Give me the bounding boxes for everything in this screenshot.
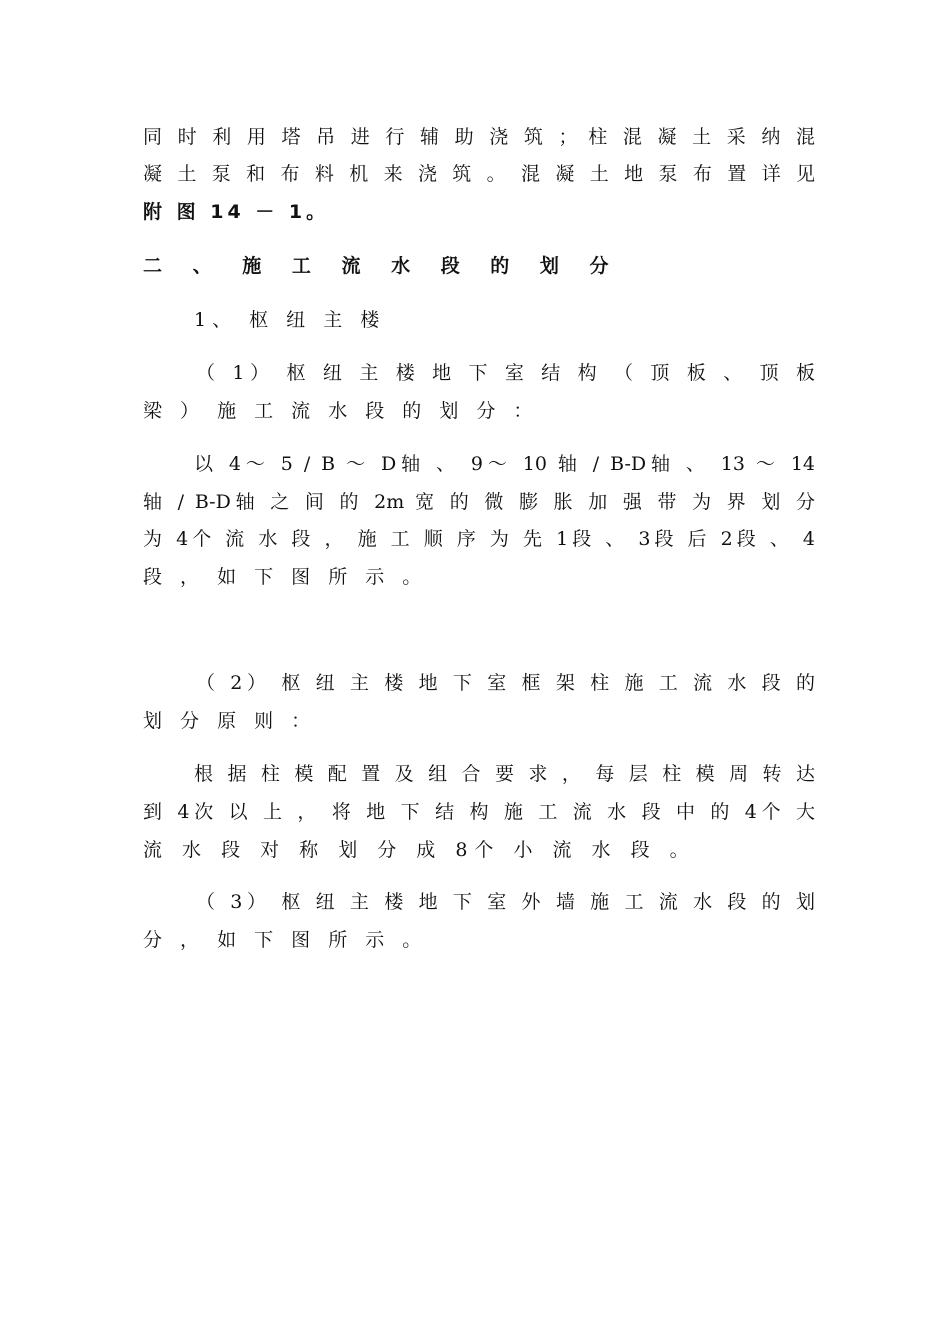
paragraph-line: 附 图 14 － 1。: [143, 201, 330, 223]
paragraph-line: 流 水 段 对 称 划 分 成 8个 小 流 水 段 。: [143, 839, 696, 861]
item-line: 划 分 原 则 ：: [143, 710, 317, 732]
paragraph-line: 轴 / B-D轴 之 间 的 2m 宽 的 微 膨 胀 加 强 带 为 界 划 分: [143, 491, 815, 513]
paragraph-line: 凝 土 泵 和 布 料 机 来 浇 筑 。 混 凝 土 地 泵 布 置 详 见: [143, 163, 815, 185]
paragraph-line: 段 ， 如 下 图 所 示 。: [143, 566, 428, 588]
item-line: （ 2） 枢 纽 主 楼 地 下 室 框 架 柱 施 工 流 水 段 的: [196, 672, 815, 694]
item-line: 梁 ） 施 工 流 水 段 的 划 分 ：: [143, 400, 539, 422]
item-line: （ 3） 枢 纽 主 楼 地 下 室 外 墙 施 工 流 水 段 的 划: [196, 891, 815, 913]
paragraph-line: 到 4次 以 上 ， 将 地 下 结 构 施 工 流 水 段 中 的 4个 大: [143, 801, 815, 823]
section-heading: 二 、 施 工 流 水 段 的 划 分: [143, 255, 621, 277]
item-line: （ 1） 枢 纽 主 楼 地 下 室 结 构 （ 顶 板 、 顶 板: [196, 362, 815, 384]
paragraph-line: 根 据 柱 模 配 置 及 组 合 要 求 ， 每 层 柱 模 周 转 达: [194, 763, 815, 785]
paragraph-line: 以 4～ 5 / B ～ D轴 、 9～ 10 轴 / B-D轴 、 13 ～ 14: [194, 453, 815, 475]
subsection-title: 1、 枢 纽 主 楼: [194, 309, 386, 331]
paragraph-line: 同 时 利 用 塔 吊 进 行 辅 助 浇 筑 ； 柱 混 凝 土 采 纳 混: [143, 126, 815, 148]
item-line: 分 ， 如 下 图 所 示 。: [143, 929, 428, 951]
paragraph-line: 为 4个 流 水 段 ， 施 工 顺 序 为 先 1段 、 3段 后 2段 、 4: [143, 528, 815, 550]
